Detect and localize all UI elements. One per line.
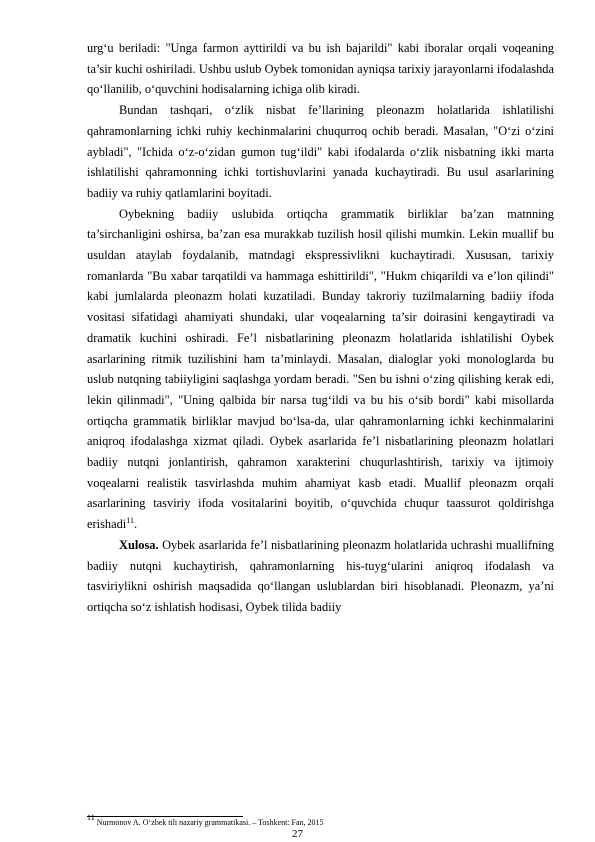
footnote-ref[interactable]: 11 (126, 516, 134, 526)
paragraph-3 (87, 204, 554, 535)
footnote (87, 813, 324, 828)
paragraph-1: urg‘u beriladi: "Unga farmon ayttirildi va bu ish bajarildi" kabi iboralar orqali voqeaning ta’sir kuchi oshiriladi. Ushbu uslub Oybek tomonidan ayniqsa tarixiy jarayonlarni ifodalashda qo‘llanilib, o‘quvchini hodisalarning ichiga olib kiradi. (87, 41, 554, 97)
paragraph-3-text: Oybekning badiiy uslubida ortiqcha grammatik birliklar ba’zan matnning ta’sirchanligini oshirsa, ba’zan esa murakkab tuzilish hosil qilishi mumkin. Lekin muallif bu usuldan ataylab foydalanib, matndagi ekspressivlikni kuchaytiradi. Xususan, tarixiy romanlarda "Bu xabar tarqatildi va hammaga eshittirildi", "Hukm chiqarildi va e’lon qilindi" kabi jumlalarda pleonazm holati kuzatiladi. Bunday takroriy tuzilmalarning badiiy ifoda vositasi sifatidagi ahamiyati shundaki, ular voqealarning ta’sir doirasini kengaytiradi va dramatik kuchini oshiradi. Fe’l nisbatlarining pleonazm holatlarida ishlatilishi Oybek asarlarining ritmik tuzilishini ham ta’minlaydi. Masalan, dialoglar yoki monologlarda bu uslub nutqning tabiiyligini saqlashga yordam beradi. "Sen bu ishni o‘zing qilishing kerak edi, lekin qilinmadi", "Uning qalbida bir narsa tug‘ildi va bu his o‘sib bordi" kabi misollarda ortiqcha grammatik birliklar mavjud bo‘lsa-da, ular qahramonlarning ichki kechinmalarini aniqroq ifodalashga xizmat qiladi. Oybek asarlarida fe’l nisbatlarining pleonazm holatlari badiiy nutqni jonlantirish, qahramon xarakterini chuqurlashtirish, tarixiy va ijtimoiy voqealarni realistik tasvirlashda muhim ahamiyat kasb etadi. Muallif pleonazm orqali asarlarining tasviriy ifoda vositalarini boyitib, o‘quvchida chuqur taassurot qoldirishga erishadi (87, 206, 554, 532)
paragraph-4-text: Oybek asarlarida fe’l nisbatlarining pleonazm holatlarida uchrashi muallifning badiiy nutqni kuchaytirish, qahramonlarning his-tuyg‘ularini aniqroq ifodalash va tasviriylikni oshirish maqsadida qo‘llangan uslublardan biri hisoblanadi. Pleonazm, ya’ni ortiqcha so‘z ishlatish hodisasi, Oybek tilida badiiy (87, 537, 554, 614)
paragraph-3-end: . (133, 517, 138, 532)
paragraph-2: Bundan tashqari, o‘zlik nisbat fe’llarining pleonazm holatlarida ishlatilishi qahramonlarning ichki ruhiy kechinmalarini chuqurroq ochib beradi. Masalan, "O‘zi o‘zini aybladi", "Ichida o‘z-o‘zidan gumon tug‘ildi" kabi ifodalarda o‘zlik nisbatning ikki marta ishlatilishi qahramonning ichki tortishuvlarini yanada kuchaytiradi. Bu usul asarlarining badiiy va ruhiy qatlamlarini boyitadi. (87, 103, 554, 200)
body-text (87, 38, 554, 618)
page-number: 27 (292, 828, 303, 840)
footnote-divider (87, 816, 243, 817)
conclusion-label: Xulosa. (119, 537, 159, 552)
footnote-number: 11 (87, 813, 95, 822)
paragraph-4 (87, 535, 554, 618)
footnote-text: Nurmonov A. O‘zbek tili nazariy grammatikasi. – Toshkent: Fan, 2015 (94, 818, 324, 827)
